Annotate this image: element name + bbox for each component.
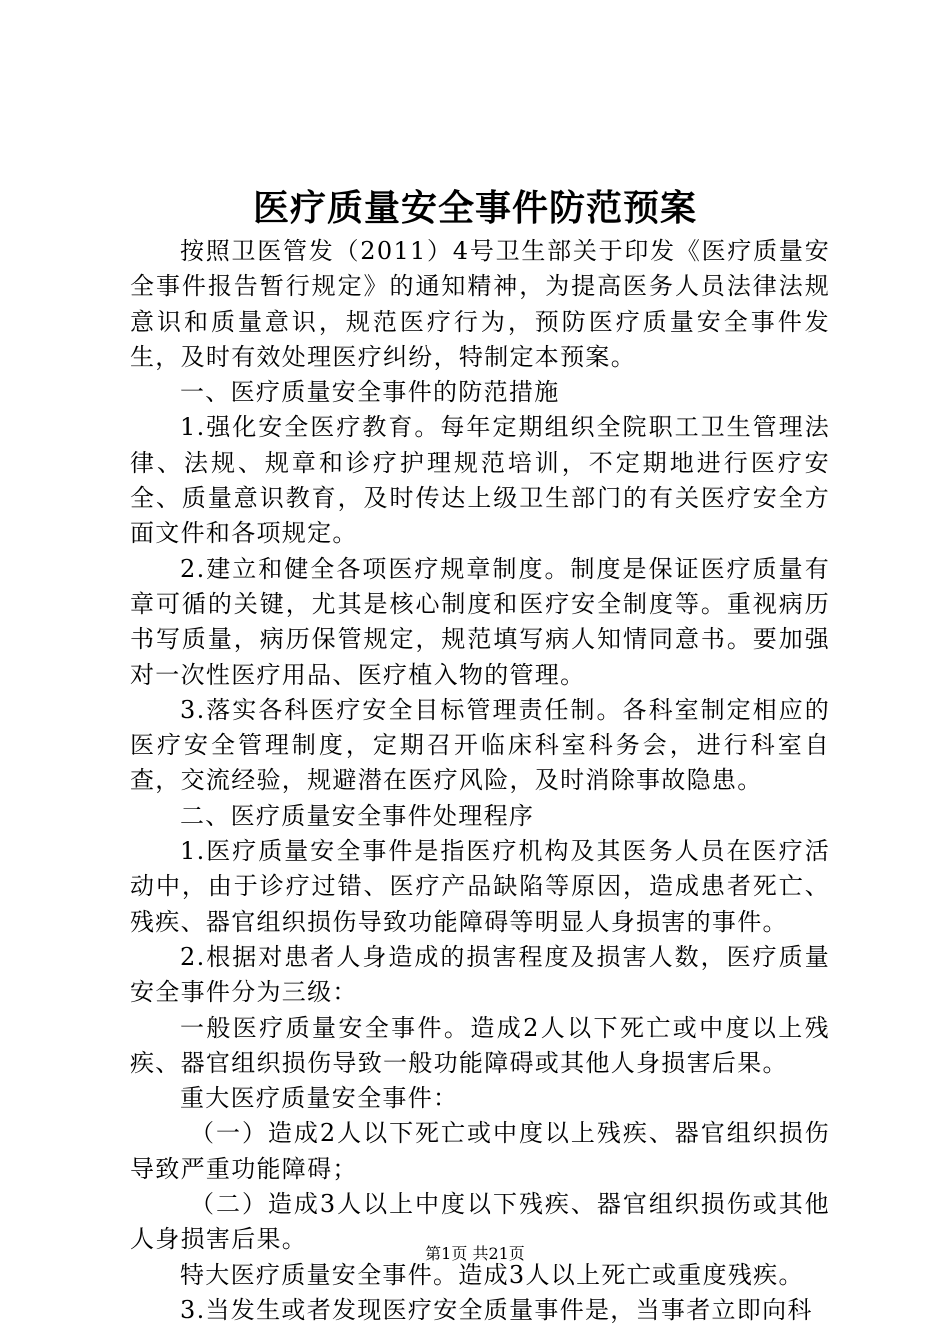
paragraph-general-event: 一般医疗质量安全事件。造成2人以下死亡或中度以上残疾、器官组织损伤导致一般功能障碍或其他人身损害后果。 bbox=[130, 1013, 830, 1077]
page-footer: 第1页 共21页 bbox=[425, 1244, 525, 1263]
intro-paragraph: 按照卫医管发（2011）4号卫生部关于印发《医疗质量安全事件报告暂行规定》的通知精神，为提高医务人员法律法规意识和质量意识，规范医疗行为，预防医疗质量安全事件发生，及时有效处理医疗纠纷，特制定本预案。 bbox=[130, 237, 830, 371]
paragraph-2-1: 1.医疗质量安全事件是指医疗机构及其医务人员在医疗活动中，由于诊疗过错、医疗产品缺陷等原因，造成患者死亡、残疾、器官组织损伤导致功能障碍等明显人身损害的事件。 bbox=[130, 837, 830, 936]
paragraph-major-item-1: （一）造成2人以下死亡或中度以上残疾、器官组织损伤导致严重功能障碍； bbox=[130, 1119, 830, 1183]
section-heading-1: 一、医疗质量安全事件的防范措施 bbox=[180, 378, 560, 407]
paragraph-2-2: 2.根据对患者人身造成的损害程度及损害人数，医疗质量安全事件分为三级： bbox=[130, 942, 830, 1007]
paragraph-1-2: 2.建立和健全各项医疗规章制度。制度是保证医疗质量有章可循的关键，尤其是核心制度和医疗安全制度等。重视病历书写质量，病历保管规定，规范填写病人知情同意书。要加强对一次性医疗用品、医疗植入物的管理。 bbox=[130, 554, 830, 689]
paragraph-major-item-2: （二）造成3人以上中度以下残疾、器官组织损伤或其他人身损害后果。 bbox=[130, 1190, 830, 1254]
paragraph-critical-event: 特大医疗质量安全事件。造成3人以上死亡或重度残疾。 bbox=[180, 1260, 804, 1289]
document-body bbox=[130, 234, 830, 1328]
document-title: 医疗质量安全事件防范预案 bbox=[252, 187, 697, 229]
paragraph-2-3: 3.当发生或者发现医疗安全质量事件是，当事者立即向科 bbox=[180, 1295, 813, 1324]
paragraph-major-event: 重大医疗质量安全事件： bbox=[180, 1084, 459, 1113]
section-heading-2: 二、医疗质量安全事件处理程序 bbox=[180, 801, 535, 830]
paragraph-1-1: 1.强化安全医疗教育。每年定期组织全院职工卫生管理法律、法规、规章和诊疗护理规范培训，不定期地进行医疗安全、质量意识教育，及时传达上级卫生部门的有关医疗安全方面文件和各项规定。 bbox=[130, 413, 830, 548]
paragraph-1-3: 3.落实各科医疗安全目标管理责任制。各科室制定相应的医疗安全管理制度，定期召开临床科室科务会，进行科室自查，交流经验，规避潜在医疗风险，及时消除事故隐患。 bbox=[130, 695, 830, 795]
